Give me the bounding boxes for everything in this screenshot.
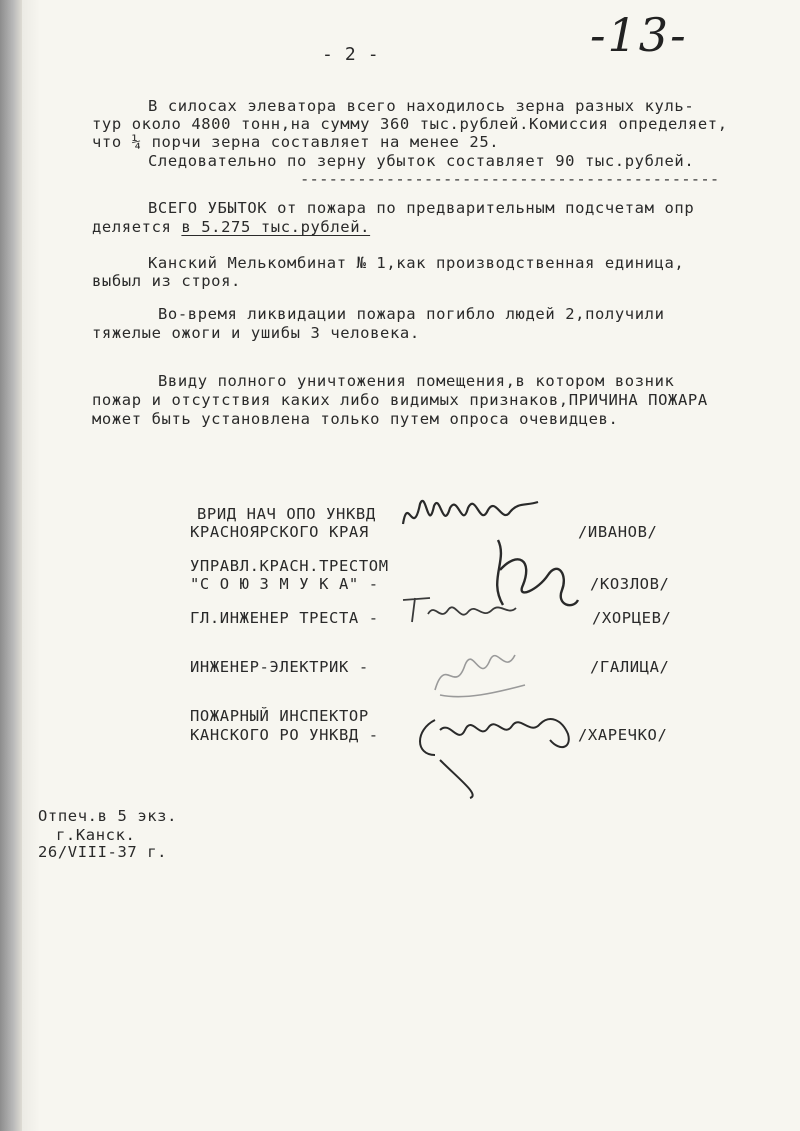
body-line: может быть установлена только путем опроса очевидцев. (92, 410, 619, 428)
signatory-title: "С О Ю З М У К А" - (190, 575, 379, 593)
signatory-title: ГЛ.ИНЖЕНЕР ТРЕСТА - (190, 609, 379, 627)
signatory-title: КРАСНОЯРСКОГО КРАЯ (190, 523, 369, 541)
body-line: тяжелые ожоги и ушибы 3 человека. (92, 324, 420, 342)
body-line: Следовательно по зерну убыток составляет 90 тыс.рублей. (148, 152, 695, 170)
handwritten-signature-kharechko (410, 700, 580, 808)
body-line-total (92, 218, 370, 236)
signatory-name: /ХАРЕЧКО/ (578, 726, 668, 744)
body-line: ВСЕГО УБЫТОК от пожара по предварительным подсчетам опр (148, 199, 695, 217)
binding-edge (0, 0, 22, 1131)
handwritten-signature-khortsev (400, 592, 520, 640)
body-line: Канский Мелькомбинат № 1,как производственная единица, (148, 254, 685, 272)
signatory-title: ПОЖАРНЫЙ ИНСПЕКТОР (190, 707, 369, 725)
body-line: Во-время ликвидации пожара погибло людей 2,получили (158, 305, 665, 323)
signatory-title: УПРАВЛ.КРАСН.ТРЕСТОМ (190, 557, 389, 575)
signatory-title: КАНСКОГО РО УНКВД - (190, 726, 379, 744)
body-line: выбыл из строя. (92, 272, 241, 290)
body-line: что ¼ порчи зерна составляет на менее 25. (92, 133, 500, 151)
signatory-title: ВРИД НАЧ ОПО УНКВД (197, 505, 376, 523)
total-amount: в 5.275 тыс.рублей. (181, 218, 371, 236)
body-line: В силосах элеватора всего находилось зерна разных куль- (148, 97, 695, 115)
signatory-name: /КОЗЛОВ/ (590, 575, 670, 593)
body-line: тур около 4800 тонн,на сумму 360 тыс.рублей.Комиссия определяет, (92, 115, 728, 133)
signatory-name: /ХОРЦЕВ/ (592, 609, 672, 627)
divider-line: -------------------------------------------- (300, 170, 720, 188)
body-line: Ввиду полного уничтожения помещения,в котором возник (158, 372, 675, 390)
total-prefix: деляется (92, 218, 182, 236)
signatory-title: ИНЖЕНЕР-ЭЛЕКТРИК - (190, 658, 369, 676)
signatory-name: /ИВАНОВ/ (578, 523, 658, 541)
footer-place: г.Канск. (56, 826, 136, 844)
footer-copies: Отпеч.в 5 экз. (38, 807, 178, 825)
signatory-name: /ГАЛИЦА/ (590, 658, 670, 676)
handwritten-page-number: -13- (590, 8, 688, 62)
footer-date: 26/VIII-37 г. (38, 843, 168, 861)
page-number: - 2 - (322, 44, 380, 65)
body-line: пожар и отсутствия каких либо видимых признаков,ПРИЧИНА ПОЖАРА (92, 391, 708, 409)
